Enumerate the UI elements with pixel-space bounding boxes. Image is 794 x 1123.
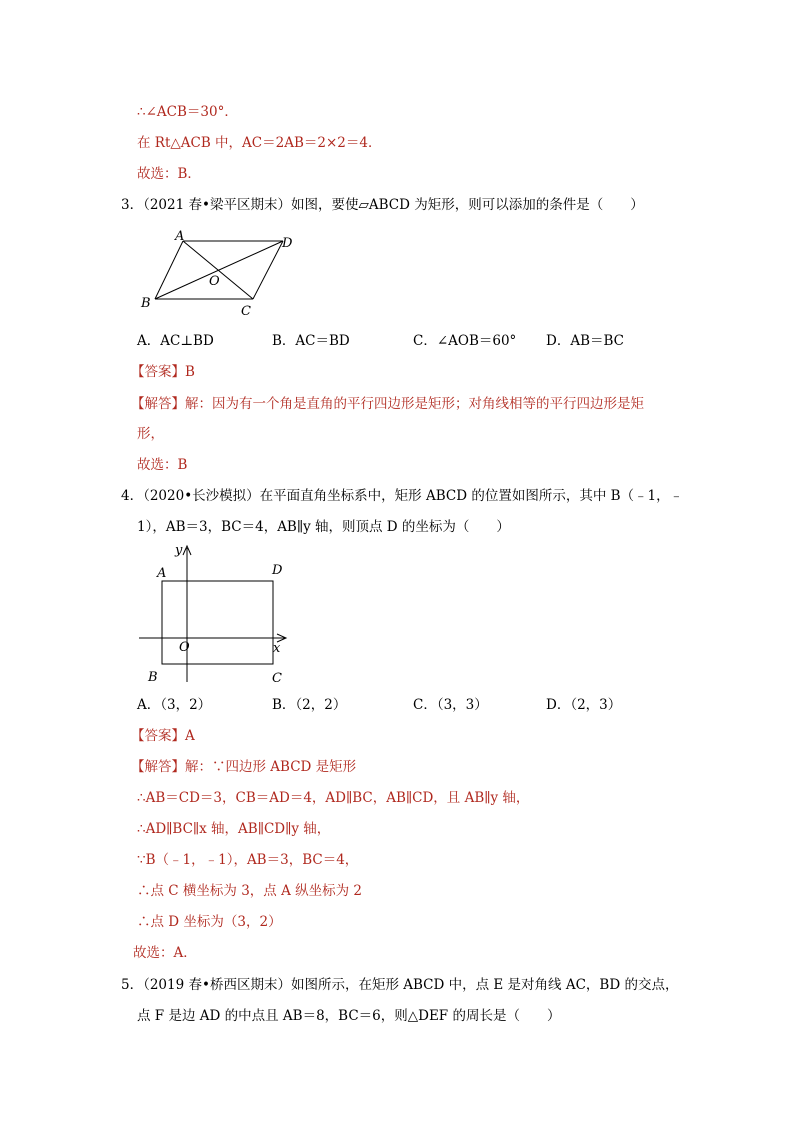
option-d: D．AB＝BC	[546, 333, 624, 349]
choose-line: 故选：B	[137, 457, 188, 473]
option-a: A．AC⊥BD	[137, 333, 214, 349]
answer-value: B	[185, 364, 195, 380]
analysis-text: 解：∵四边形 ABCD 是矩形	[185, 759, 357, 775]
question-4-stem: 4．（2020•长沙模拟）在平面直角坐标系中，矩形 ABCD 的位置如图所示，其中 B（﹣1，﹣	[121, 488, 684, 504]
label-C: C	[272, 671, 282, 686]
question-5-stem: 点 F 是边 AD 的中点且 AB＝8，BC＝6，则△DEF 的周长是（ ）	[137, 1008, 561, 1024]
choose-line: 故选：A．	[133, 945, 197, 961]
label-C: C	[241, 304, 251, 319]
label-y: y	[175, 543, 183, 558]
question-3-stem: 3．（2021 春•梁平区期末）如图，要使▱ABCD 为矩形，则可以添加的条件是（ ）	[121, 197, 644, 213]
analysis-label: 【解答】	[131, 759, 185, 775]
option-c: C．∠AOB＝60°	[413, 333, 517, 349]
answer-row	[131, 363, 195, 381]
analysis-text: ∴点 C 横坐标为 3，点 A 纵坐标为 2	[137, 883, 363, 899]
label-D: D	[282, 236, 293, 251]
analysis-text: ∴AD∥BC∥x 轴，AB∥CD∥y 轴，	[137, 821, 331, 837]
question-4-stem: 1），AB＝3，BC＝4，AB∥y 轴，则顶点 D 的坐标为（ ）	[137, 519, 510, 535]
label-D: D	[272, 563, 283, 578]
answer-value: A	[185, 728, 195, 744]
analysis-label: 【解答】	[131, 396, 185, 412]
option-c: C．（3，3）	[413, 697, 488, 713]
option-b: B．（2，2）	[272, 697, 347, 713]
analysis-text: 形，	[137, 426, 164, 442]
option-b: B．AC＝BD	[272, 333, 350, 349]
option-d: D．（2，3）	[546, 697, 622, 713]
label-A: A	[157, 566, 167, 581]
analysis-text: ∴AB＝CD＝3，CB＝AD＝4，AD∥BC，AB∥CD，且 AB∥y 轴，	[137, 790, 530, 806]
answer-label: 【答案】	[131, 728, 185, 744]
label-x: x	[273, 641, 281, 656]
question-4-figure	[135, 540, 295, 690]
analysis-row	[131, 395, 644, 413]
option-a: A．（3，2）	[137, 697, 212, 713]
question-3-figure	[135, 225, 305, 320]
answer-row	[131, 727, 195, 745]
analysis-row	[131, 758, 356, 776]
label-B: B	[141, 296, 151, 311]
analysis-text: ∵B（﹣1，﹣1），AB＝3，BC＝4，	[137, 852, 359, 868]
label-O: O	[179, 640, 190, 655]
solution-line: 故选：B．	[137, 166, 201, 182]
answer-label: 【答案】	[131, 364, 185, 380]
question-5-stem: 5．（2019 春•桥西区期末）如图所示，在矩形 ABCD 中，点 E 是对角线 AC，BD 的交点，	[121, 977, 679, 993]
label-A: A	[175, 229, 185, 244]
solution-line: 在 Rt△ACB 中，AC＝2AB＝2×2＝4．	[137, 135, 382, 151]
analysis-text: 解：因为有一个角是直角的平行四边形是矩形；对角线相等的平行四边形是矩	[185, 396, 644, 412]
label-O: O	[209, 274, 220, 289]
analysis-text: ∴点 D 坐标为（3，2）	[137, 914, 282, 930]
label-B: B	[148, 670, 158, 685]
solution-line: ∴∠ACB＝30°．	[137, 104, 238, 120]
